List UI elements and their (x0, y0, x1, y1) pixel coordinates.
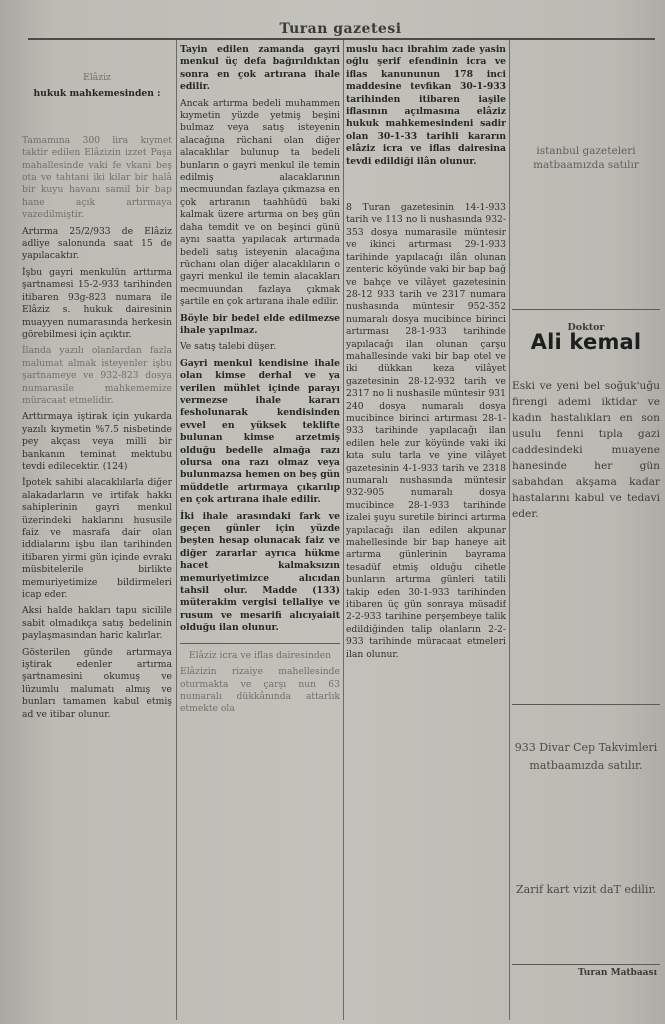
notice-paragraph: 8 Turan gazetesinin 14-1-933 tarih ve 113 no li nushasında 932-353 dosya numarasile müntesir ve ikinci artırması 29-1-933 tarihinde yapılacağı ilân olunan zenteric köyünde vaki bir bap bağ ve bahçe ve vilâyet gazetesinin 28-12 933 tarih ve 2317 numara nushasında müntesir 952-352 numaralı dosya mucibince birinci artırması 28-1-933 tarihinde yapılacağı ilan olunan çarşu mahallesinde vaki bir bap otel ve iki dükkan keza vilâyet gazetesinin 28-12-932 tarih ve 2317 no li nushasile müntesir 931 240 dosya numaralı dosya mucibince birinci artırması 28-1-933 tarihinde yapılacağı ilan edilen hele zur köyünde vaki iki kıta sulu tarla ve yine vilâyet gazetesinin 4-1-933 tarih ve 2318 numaralı nushasında müntesir 932-905 numaralı dosya mucibince 28-1-933 tarihinde izalei şuyu suretile birinci artırma yapılacağı ilan edilen akpunar mahellesinde bir bap haneye ait artırma günlerinin bayrama tesadüf etmiş olduğu cihetle bunların artırma günleri tatili takip eden 30-1-933 tarihinden itibaren üç gün sonraya müsadif 2-2-933 tarihine perşembeye talik edildiğinden talip olanların 2-2-933 tarihinde müracaat etmeleri ilan olunur. (346, 202, 506, 660)
ad-calendars: 933 Divar Cep Takvimleri matbaamızda satılır. (514, 741, 658, 772)
ad-visit-cards: Zarif kart vizit daT edilir. (516, 883, 656, 896)
column-rule (343, 40, 344, 1020)
terms-paragraph: Tayin edilen zamanda gayri menkul üç defa bağırıldıktan sonra en çok artırana ihale edilir. (180, 44, 340, 93)
column-rule (509, 40, 510, 1020)
top-rule (28, 38, 655, 40)
notice-paragraph: Elâzizin rizaiye mahellesinde oturmakta ve çarşı nun 63 numaralı dükkânında attarlık etmekte ola (180, 666, 340, 715)
ad-doctor-text: Eski ve yeni bel soğuk'uğu firengi ademi iktidar ve kadın hastalıkları en son usulu fenni tıpla gazi caddesindeki muayene hanesinde her gün sabahdan akşama kadar hastalarını kabul ve tedavi eder. (512, 380, 660, 520)
ad-newspapers-sold: istanbul gazeteleri matbaamızda satılır (533, 145, 639, 171)
ad-doctor-label: Doktor (567, 322, 605, 333)
notice-paragraph: Aksi halde hakları tapu sicilile sabit olmadıkça satış bedelinin paylaşmasından haric kalırlar. (22, 605, 172, 642)
notice-paragraph: muslu hacı ibrahim zade yasin oğlu şerif efendinin icra ve iflas kanununun 178 inci maddesine tevfikan 30-1-933 tarihinden itibaren iaşile iflasının açılmasına elâziz hukuk mahkemesindeni sadir olan 30-1-33 tarihli kararın elâziz icra ve iflas dairesina tevdi edildiği ilân olunur. (346, 44, 506, 167)
notice-paragraph: İlanda yazılı olanlardan fazla malumat almak isteyenler işbu şartnameye ve 932-823 dosya numarasile mahkememize müracaat etmelidir. (22, 345, 172, 406)
terms-paragraph: Gayri menkul kendisine ihale olan kimse derhal ve ya verilen mühlet içinde parayı vermezse ihale kararı fesholunarak kendisinden evvel en yüksek teklifte bulunan kimse arzetmiş olduğu bedelle almağa razı olursa ona razı olmaz veya bulunmazsa hemen on beş gün müddetle artırmaya çıkarılıp en çok artırana ihale edilir. (180, 357, 340, 506)
terms-paragraph: İki ihale arasındaki fark ve geçen günler için yüzde beşten hesap olunacak faiz ve diğer zararlar ayrıca hükme hacet kalmaksızın memuriyetimizce alıcıdan tahsil olur. Madde (133) müterakim vergisi tellaliye ve rusum ve mesarifi alıcıyaiait olduğu ilan olunur. (180, 510, 340, 634)
section-divider (180, 643, 340, 644)
printer-credit: Turan Matbaası (577, 968, 657, 978)
column-2-auction-terms (180, 44, 340, 1019)
notice-paragraph: İşbu gayri menkulün arttırma şartnamesi 15-2-933 tarihinden itibaren 93g-823 numara ile Elâziz s. hukuk dairesinin muayyen numarasında herkesin görebilmesi için açıktır. (22, 266, 172, 340)
notice-paragraph: Artırma 25/2/933 de Elâziz adliye salonunda saat 15 de yapılacaktır. (22, 225, 172, 262)
column-1-court-notice (22, 44, 172, 1019)
ad-divider (512, 704, 660, 705)
column-3-bankruptcy-notice (346, 44, 506, 1019)
newspaper-title: Turan gazetesi (279, 21, 402, 37)
ad-doctor-name: Ali kemal (530, 330, 642, 354)
column-4-ads (512, 44, 660, 1019)
masthead (30, 18, 651, 40)
notice-paragraph: Tamamına 300 lira kıymet taktir edilen Elâzizin izzet Paşa mahallesinde vaki fe vkani beş ota ve tahtani iki kilar bir halâ bir kuyu havanı samil bir bap hane açık artırmaya vazedilmiştir. (22, 134, 172, 221)
terms-paragraph: Ve satış talebi düşer. (180, 341, 277, 353)
ad-divider (512, 309, 660, 310)
notice-paragraph: Gösterilen günde artırmaya iştirak edenler artırma şartnamesini okumuş ve lüzumlu malumatı almış ve bunları tamamen kabul etmiş ad ve itibar olunur. (22, 646, 172, 720)
terms-paragraph: Böyle bir bedel elde edilmezse ihale yapılmaz. (180, 312, 340, 336)
column-rule (176, 40, 177, 1020)
notice-paragraph: Arttırmaya iştirak için yukarda yazılı kıymetin %7.5 nisbetinde pey akçası veya milli bir bankanın teminat mektubu tevdi edilecektir. (124) (22, 411, 172, 472)
notice-heading-2: hukuk mahkemesinden : (33, 88, 161, 100)
terms-paragraph: Ancak artırma bedeli muhammen kıymetin yüzde yetmiş beşini bulmaz veya satış isteyenin alacağına rüchani olan diğer alacaklılar bulunup ta bedeli bunların o gayri menkul ile temin edilmiş alacaklarının mecmuundan fazlaya çıkmazsa en çok artıranın taahhüdü baki kalmak üzere artırma on beş gün daha temdit ve on beşinci günü aynı saatta yapılacak artırmada bedeli satış isteyenin alacağına rüchanı olan diğer alacaklıların o gayri menkul ile temin alacakları mecmuundan fazlaya çıkmak şartile en çok artırana ihale edilir. (180, 97, 340, 308)
ad-divider (512, 964, 660, 965)
notice-heading: Elâziz icra ve iflas dairesinden (188, 649, 332, 661)
notice-paragraph: İpotek sahibi alacaklılarla diğer alakadarların ve irtifak hakkı sahiplerinin gayri menkul üzerindeki haklarını hususile faiz ve masrafa dair olan iddialarını işbu ilan tarihinden itibaren yirmi gün içinde evrakı müsbitelerile birlikte memuriyetimize bildirmeleri icap eder. (22, 477, 172, 601)
notice-heading: Elâziz (83, 72, 111, 83)
